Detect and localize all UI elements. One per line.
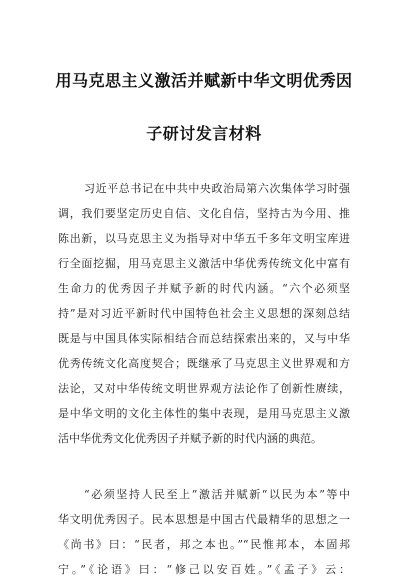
text-line: 华文明优秀因子。民本思想是中国古代最精华的思想之一 (58, 513, 350, 526)
document-title-line-1: 用马克思主义激活并赋新中华文明优秀因 (55, 71, 353, 90)
text-line: “必须坚持人民至上”激活并赋新“以民为本”等中 (84, 488, 350, 501)
text-line: 持”是对习近平新时代中国特色社会主义思想的深刻总结 (58, 307, 350, 320)
text-line: 优秀传统文化高度契合；既继承了马克思主义世界观和方 (58, 357, 350, 370)
text-line: 既是与中国具体实际相结合而总结探索出来的，又与中华 (58, 332, 350, 345)
text-line: 是中华文明的文化主体性的集中表现，是用马克思主义激 (58, 407, 350, 420)
text-line: 生命力的优秀因子并赋予新的时代内涵。“六个必须坚 (58, 282, 350, 295)
text-line: 活中华优秀文化优秀因子并赋予新的时代内涵的典范。 (58, 432, 322, 445)
text-line: 《尚书》曰：“民者，邦之本也。”“民惟邦本，本固邦 (58, 538, 350, 551)
text-line: 陈出新，以马克思主义为指导对中华五千多年文明宝库进 (58, 232, 350, 245)
text-line: 法论，又对中华传统文明世界观方法论作了创新性赓续， (58, 382, 350, 395)
text-line: 行全面挖掘，用马克思主义激活中华优秀传统文化中富有 (58, 257, 350, 270)
document-title-line-2: 子研讨发言材料 (146, 124, 262, 143)
text-line: 宁。”《论语》曰：“修己以安百姓。”《孟子》云： (58, 563, 350, 576)
text-line: 调，我们要坚定历史自信、文化自信，坚持古为今用、推 (58, 207, 350, 220)
text-line: 习近平总书记在中共中央政治局第六次集体学习时强 (84, 182, 350, 195)
